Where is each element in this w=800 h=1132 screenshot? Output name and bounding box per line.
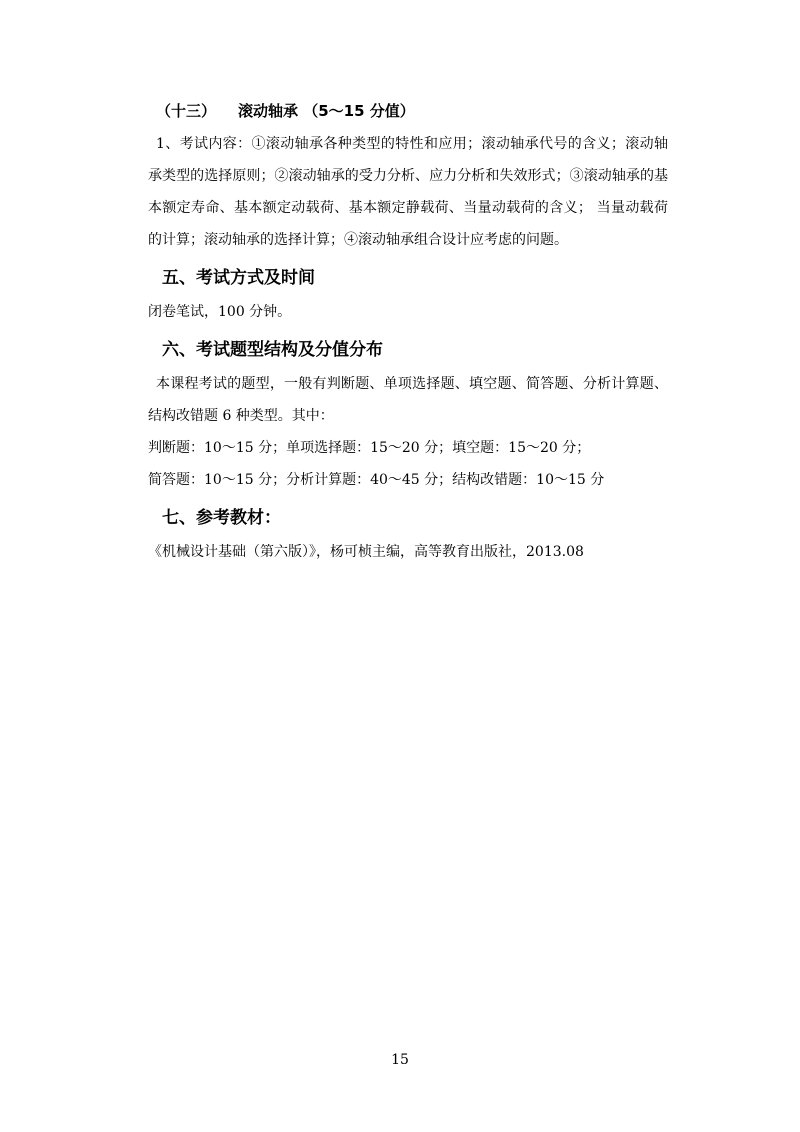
section-13-heading	[156, 100, 668, 122]
section-6-score-line-1: 判断题：10～15 分；单项选择题：15～20 分；填空题：15～20 分；	[148, 440, 591, 456]
page-number: 15	[391, 1052, 409, 1068]
section-6-score-line-2: 简答题：10～15 分；分析计算题：40～45 分；结构改错题：10～15 分	[148, 472, 605, 488]
section-13-heading-number: （十三）	[156, 102, 217, 120]
page-content	[148, 100, 668, 568]
section-7-heading: 七、参考教材：	[162, 508, 281, 528]
section-5-heading: 五、考试方式及时间	[162, 268, 315, 288]
section-13-item-1: 1、考试内容：①滚动轴承各种类型的特性和应用；滚动轴承代号的含义；滚动轴承类型的选择原则；②滚动轴承的受力分析、应力分析和失效形式；③滚动轴承的基本额定寿命、基本额定动载荷、基本额定静载荷、当量动载荷的含义； 当量动载荷的计算；滚动轴承的选择计算；④滚动轴承组合设计应考虑的问题。	[148, 136, 668, 248]
section-7-textbook: 《机械设计基础（第六版）》，杨可桢主编，高等教育出版社，2013.08	[148, 544, 584, 560]
section-6-intro: 本课程考试的题型，一般有判断题、单项选择题、填空题、简答题、分析计算题、结构改错题 6 种类型。其中：	[148, 376, 668, 424]
section-5-text: 闭卷笔试，100 分钟。	[148, 304, 292, 320]
section-6-heading: 六、考试题型结构及分值分布	[162, 340, 383, 360]
section-13-heading-title: 滚动轴承 （5～15 分值）	[238, 102, 415, 120]
